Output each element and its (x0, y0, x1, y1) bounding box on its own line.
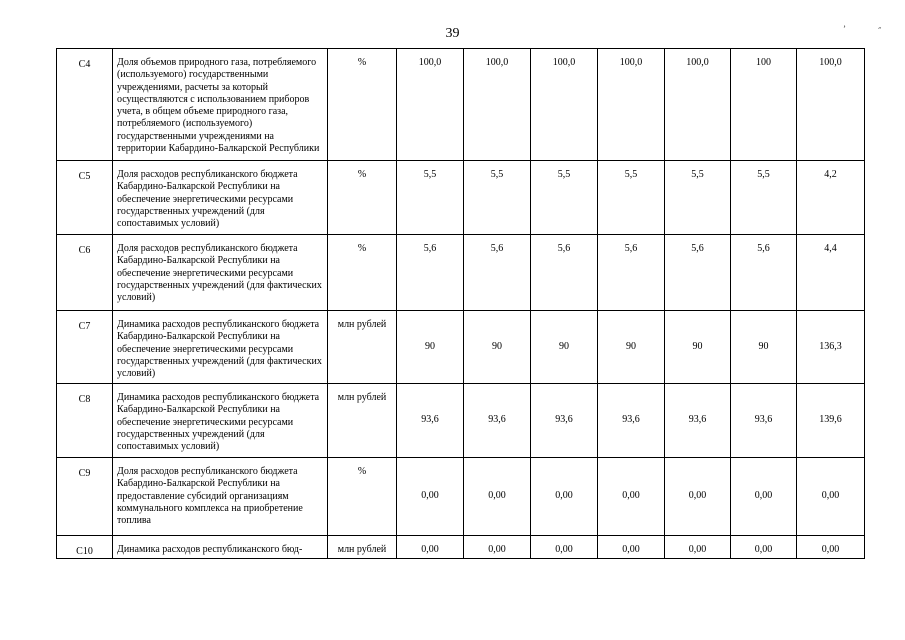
indicator-value: 5,5 (731, 161, 797, 235)
indicator-description: Динамика расходов республиканского бюджета Кабардино-Балкарской Республики на обеспечение энергетическими ресурсами государственных учреждений (для фактических условий) (113, 311, 328, 384)
indicator-value: 0,00 (731, 536, 797, 559)
indicator-value: 93,6 (731, 384, 797, 458)
indicator-code: C5 (57, 161, 113, 235)
indicator-description: Доля расходов республиканского бюджета Кабардино-Балкарской Республики на обеспечение энергетическими ресурсами государственных учреждений (для сопоставимых условий) (113, 161, 328, 235)
unit-of-measure: млн рублей (328, 536, 397, 559)
indicator-description: Доля объемов природного газа, потребляемого (используемого) государственными учреждениями, расчеты за который осуществляются с использованием приборов учета, в общем объеме природного газа, потребляемого (используемого) государственными учреждениями на территории Кабардино-Балкарской Республики (113, 49, 328, 161)
indicator-value: 100,0 (531, 49, 598, 161)
indicator-code: C7 (57, 311, 113, 384)
indicator-value: 0,00 (397, 536, 464, 559)
table-row (57, 49, 865, 161)
indicator-value: 90 (598, 311, 665, 384)
indicator-value: 100 (731, 49, 797, 161)
table-row (57, 161, 865, 235)
page-number: 39 (445, 26, 460, 41)
unit-of-measure: % (328, 161, 397, 235)
unit-of-measure: млн рублей (328, 311, 397, 384)
indicator-value: 90 (464, 311, 531, 384)
scan-speck: ״ (878, 24, 882, 34)
indicator-value: 139,6 (797, 384, 865, 458)
indicator-value: 90 (731, 311, 797, 384)
unit-of-measure: % (328, 458, 397, 536)
table-row (57, 384, 865, 458)
indicator-value: 0,00 (598, 536, 665, 559)
indicator-value: 90 (665, 311, 731, 384)
indicator-value: 4,4 (797, 235, 865, 311)
indicators-table (56, 48, 865, 559)
indicator-value: 100,0 (797, 49, 865, 161)
indicator-code: C9 (57, 458, 113, 536)
unit-of-measure: % (328, 49, 397, 161)
indicator-value: 0,00 (797, 536, 865, 559)
indicator-value: 0,00 (397, 458, 464, 536)
indicator-value: 93,6 (598, 384, 665, 458)
unit-of-measure: % (328, 235, 397, 311)
indicator-value: 90 (397, 311, 464, 384)
scan-speck: ʼ (843, 24, 846, 34)
table-row (57, 536, 865, 559)
indicator-description: Динамика расходов республиканского бюд- (113, 536, 328, 559)
indicator-description: Динамика расходов республиканского бюджета Кабардино-Балкарской Республики на обеспечение энергетическими ресурсами государственных учреждений (для сопоставимых условий) (113, 384, 328, 458)
indicator-code: C10 (57, 536, 113, 559)
indicator-value: 0,00 (797, 458, 865, 536)
indicator-value: 5,5 (531, 161, 598, 235)
indicator-value: 5,6 (598, 235, 665, 311)
indicator-value: 100,0 (464, 49, 531, 161)
indicator-description: Доля расходов республиканского бюджета Кабардино-Балкарской Республики на предоставление субсидий организациям коммунального комплекса на приобретение топлива (113, 458, 328, 536)
indicator-value: 5,6 (531, 235, 598, 311)
indicator-description: Доля расходов республиканского бюджета Кабардино-Балкарской Республики на обеспечение энергетическими ресурсами государственных учреждений (для фактических условий) (113, 235, 328, 311)
indicator-value: 90 (531, 311, 598, 384)
indicator-value: 100,0 (397, 49, 464, 161)
unit-of-measure: млн рублей (328, 384, 397, 458)
indicator-value: 0,00 (598, 458, 665, 536)
indicator-value: 0,00 (531, 458, 598, 536)
table-row (57, 458, 865, 536)
indicator-value: 5,6 (397, 235, 464, 311)
indicator-value: 100,0 (665, 49, 731, 161)
indicator-value: 5,5 (464, 161, 531, 235)
indicator-value: 4,2 (797, 161, 865, 235)
indicator-value: 0,00 (665, 536, 731, 559)
indicator-value: 93,6 (464, 384, 531, 458)
indicator-value: 100,0 (598, 49, 665, 161)
indicator-value: 0,00 (731, 458, 797, 536)
indicator-value: 136,3 (797, 311, 865, 384)
indicator-value: 93,6 (397, 384, 464, 458)
indicator-value: 0,00 (464, 536, 531, 559)
indicator-value: 5,6 (464, 235, 531, 311)
indicator-value: 93,6 (665, 384, 731, 458)
indicator-value: 0,00 (531, 536, 598, 559)
indicator-value: 5,5 (397, 161, 464, 235)
indicator-value: 93,6 (531, 384, 598, 458)
indicator-value: 5,6 (731, 235, 797, 311)
indicator-value: 5,6 (665, 235, 731, 311)
indicator-value: 0,00 (464, 458, 531, 536)
table-row (57, 235, 865, 311)
indicator-value: 5,5 (598, 161, 665, 235)
indicator-code: C8 (57, 384, 113, 458)
table-row (57, 311, 865, 384)
indicator-code: C4 (57, 49, 113, 161)
indicator-code: C6 (57, 235, 113, 311)
indicator-value: 5,5 (665, 161, 731, 235)
indicator-value: 0,00 (665, 458, 731, 536)
